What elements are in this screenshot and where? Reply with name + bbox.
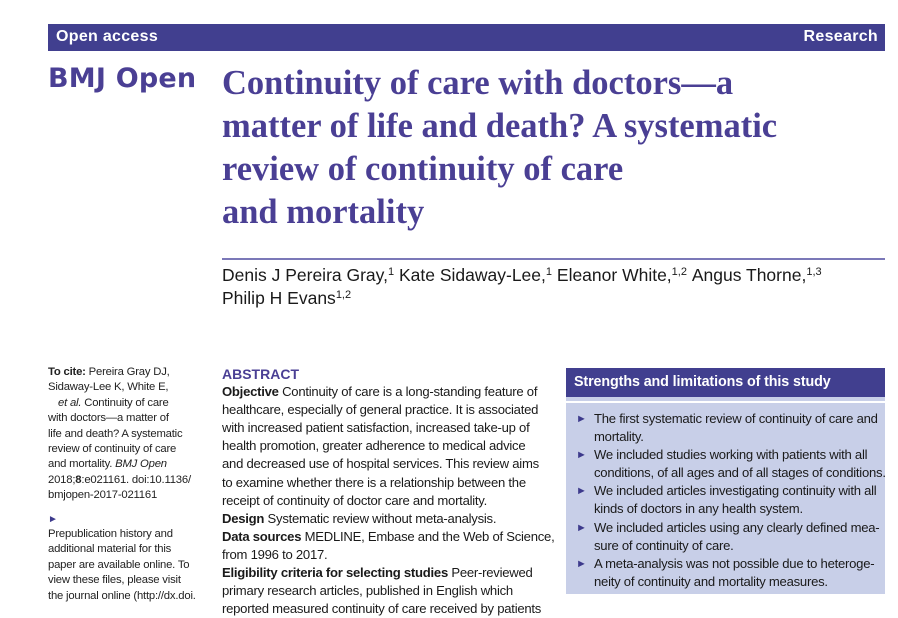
section-label: Research	[803, 28, 878, 45]
bullet-triangle-icon: ►	[576, 521, 587, 534]
author-name: Philip H Evans	[222, 288, 336, 308]
objective-text: receipt of continuity of doctor care and mortality.	[222, 492, 488, 508]
cite-label: To cite:	[48, 366, 86, 378]
author-affiliation: 1,2	[335, 289, 352, 301]
title-line: and mortality	[222, 193, 425, 231]
open-access-label: Open access	[56, 28, 159, 45]
bullet-triangle-icon: ►	[48, 513, 58, 525]
cite-text: and mortality. BMJ Open	[48, 458, 167, 471]
criteria-text: primary research articles, published in English which	[222, 583, 513, 599]
list-item: ► We included articles using any clearly defined mea- sure of continuity of care.	[576, 519, 880, 553]
abstract-heading: ABSTRACT	[222, 366, 299, 382]
strengths-list	[576, 410, 886, 591]
cite-text: life and death? A systematic	[48, 427, 183, 440]
author-name: Angus Thorne,	[691, 265, 807, 285]
cite-text: 2018;8:e021161. doi:10.1136/	[48, 473, 191, 486]
list-item: ► The first systematic review of continuity of care and mortality.	[576, 411, 878, 445]
criteria-label: Eligibility criteria for selecting studies	[222, 565, 448, 581]
cite-text: Pereira Gray DJ,	[85, 366, 170, 378]
author-list	[222, 264, 885, 310]
sources-text: MEDLINE, Embase and the Web of Science,	[301, 528, 555, 544]
prepub-text: additional material for this	[48, 543, 172, 556]
author-affiliation: 1	[387, 266, 395, 278]
cite-text: review of continuity of care	[48, 443, 177, 456]
objective-text: to examine whether there is a relationship between the	[222, 474, 526, 490]
objective-text: Continuity of care is a long-standing feature of	[278, 384, 538, 400]
bullet-triangle-icon: ►	[576, 557, 587, 570]
journal-logo: BMJ Open	[48, 63, 197, 94]
cite-text: bmjopen-2017-021161	[48, 489, 158, 502]
author-name: Kate Sidaway-Lee,	[398, 265, 546, 285]
criteria-text: Peer-reviewed	[447, 565, 533, 581]
title-line: matter of life and death? A systematic	[222, 107, 778, 145]
article-title	[222, 62, 862, 234]
author-line	[222, 287, 885, 310]
bullet-triangle-icon: ►	[576, 449, 587, 462]
box-divider	[566, 401, 885, 403]
author-affiliation: 1,3	[806, 266, 822, 278]
bullet-triangle-icon: ►	[576, 485, 587, 498]
objective-text: with increased patient satisfaction, increased take-up of	[222, 420, 530, 436]
list-item: ► We included articles investigating continuity with all kinds of doctors in any health system.	[576, 483, 877, 517]
cite-text: et al. Continuity of care	[58, 396, 169, 409]
strengths-limitations-box	[566, 368, 885, 594]
prepub-link[interactable]: the journal online (http://dx.doi.	[48, 589, 196, 602]
design-label: Design	[222, 510, 265, 526]
prepub-text: view these files, please visit	[48, 574, 181, 587]
objective-text: and decreased use of hospital services. This review aims	[222, 456, 539, 472]
cite-text: with doctors—a matter of	[48, 412, 169, 425]
sources-text: from 1996 to 2017.	[222, 546, 328, 562]
box-heading: Strengths and limitations of this study	[566, 368, 885, 397]
prepub-text: paper are available online. To	[48, 558, 190, 571]
criteria-text: reported measured continuity of care received by patients	[222, 601, 542, 617]
author-affiliation: 1	[545, 266, 553, 278]
author-name: Eleanor White,	[556, 265, 672, 285]
bullet-triangle-icon: ►	[576, 413, 587, 425]
title-line: review of continuity of care	[222, 150, 624, 188]
author-line	[222, 264, 885, 287]
sources-label: Data sources	[222, 528, 302, 544]
objective-label: Objective	[222, 384, 279, 400]
citation-sidebar	[48, 365, 208, 604]
header-bar	[48, 24, 885, 51]
cite-text: Sidaway-Lee K, White E,	[48, 381, 169, 394]
objective-text: healthcare, especially of general practice. It is associated	[222, 402, 539, 418]
title-line: Continuity of care with doctors—a	[222, 64, 734, 102]
abstract-section	[222, 365, 555, 618]
author-affiliation: 1,2	[671, 266, 687, 278]
list-item: ► A meta-analysis was not possible due to heteroge- neity of continuity and mortality measures.	[576, 555, 875, 589]
author-name: Denis J Pereira Gray,	[222, 265, 388, 285]
prepub-text: Prepublication history and	[48, 528, 173, 541]
objective-text: health promotion, greater adherence to medical advice	[222, 438, 526, 454]
design-text: Systematic review without meta-analysis.	[264, 510, 497, 526]
author-divider	[222, 258, 885, 260]
list-item: ► We included studies working with patients with all conditions, of all ages and of all stages of conditions.	[576, 447, 886, 481]
